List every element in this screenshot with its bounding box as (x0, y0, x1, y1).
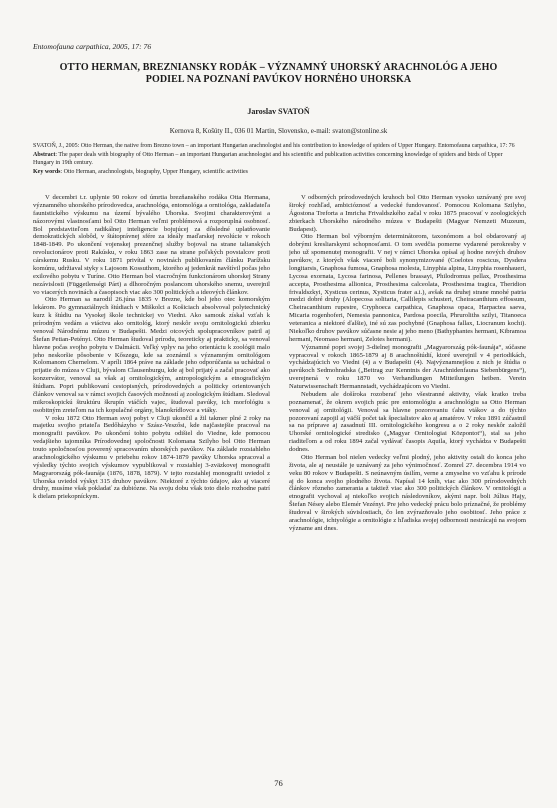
page-number: 76 (274, 778, 283, 788)
paragraph: V decembri t.r. uplynie 90 rokov od úmrtia brezňanského rodáka Otta Hermana, významného uhorského prírodovedca, arachnológa, entomológa a ornitológa, zakladateľa faunistického výskumu na území bývalého Uhorska. Svojimi charakterovými a názorovými vlastnosťami bol Otto Herman veľmi problémová a rozporuplná osobnosť. Bol predstaviteľom radikálnej inteligencie bojujúcej za dôsledné uplatňovanie demokratických slobôd, v štátoprávnej sfére za ideály maďarskej revolúcie v rokoch 1848-1849. Po ukončení vojenskej prezenčnej služby bojoval na strane talianských revolucionárov proti Rakúsku, v roku 1863 zase na strane poľských povstalcov proti cárskemu Rusku. V roku 1871 privítal v novinách publikovaním článku Parížsku komúnu, udržiaval styky s Lajosom Kossuthom, ktorého aj jedenkrát navštívil počas jeho exilového pobytu v Turíne. Otto Herman bol viacročným funkcionárom uhorskej Strany nezávislosti (Függetlenségi Párt) a dlhoročným poslancom uhorského snemu, uverejnil vo viacerých novinách a časopisoch viac ako 300 politických a ideových článkov. (33, 194, 270, 296)
paragraph: Otto Herman sa narodil 26.júna 1835 v Brezne, kde bol jeho otec komorským lekárom. Po gymnaziálnych štúdiach v Miškolci a Košiciach absolvoval polytechnický kurz k štúdiu na Vysokej škole technickej vo Viedni. Ako samouk získal vzťah k prírodným vedám a vtáctvu ako ornitológ, ktorý neskôr svoju ornitologickú zbierku venoval Národnému múzeu v Budapešti. Medzi otcových spolupracovníkov patril aj Štefan Petian-Petényi. Otto Herman študoval prírodu, teoreticky aj prakticky, sa venoval hlavne počas svojho pobytu v Dalmácii. Veľký vplyv na jeho orientáciu k zoológii malo jeho neskoršie pôsobenie v Kőszegu, kde sa zoznámil s významným ornitológom Kolomanom Chernelom. V apríli 1864 práve na základe jeho odporúčania sa uchádzal o prijatie do múzea v Cluji, bývalom Clausenburgu, kde aj bol prijatý a začal pracovať ako konzervátor, venoval sa však aj ornitologickým, antropologickým a etnografickým štúdiam. Popri publikovaní cestopisných, prírodovedných a politicky orientovaných článkov venoval sa v rámci svojich časových možností aj zoologickým štúdiam. Sledoval mikroskopickú štruktúru škrupín vtáčích vajec, študoval pavúky, ich morfológiu s osobitným zreteľom na ich kopulačné orgány, blanokrídlovce a vtáky. (33, 296, 270, 414)
paragraph: V roku 1872 Otto Herman svoj pobyt v Cluji ukončil a žil takmer plné 2 roky na majetku svojho priateľa Bedőházyho v Szász-Veszősi, kde najčastejšie pracoval na monografii pavúkov. Po ukončení tohto pobytu odišiel do Viedne, kde pomocou vedajšieho tajomníka Prírodovednej spoločnosti Kolomana Szilyho bol Otto Herman touto spoločnosťou poverený spracovaním uhorských pavúkov. Na základe rozsiahleho arachnologického výskumu v priebehu rokov 1874-1879 pavúky Uhorska spracoval a výsledky týchto svojich výskumov vypublikoval v rozsiahlej 3-zväzkovej monografii Magyarország pók-faunája (1876, 1878, 1879). V tejto rozsiahlej monografii uviedol z Uhorska uviedol výskyt 315 druhov pavúkov. Niektoré z týchto údajov, ako aj viaceré druhy, musíme však pokladať za dubiózne. Na svoju dobu však toto dielo rozhodne patrí k dielam priekopníckym. (33, 414, 270, 501)
title-line-1: OTTO HERMAN, BREZNIANSKY RODÁK – VÝZNAMNÝ UHORSKÝ ARACHNOLÓG A JEHO (59, 62, 498, 73)
right-column (289, 194, 526, 742)
article-title (32, 62, 525, 86)
citation: SVATOŇ, J., 2005: Otto Herman, the native from Brezno town – an important Hungarian arachnologist and his contribution to knowledge of spiders of Upper Hungary. Entomofauna carpathica, 17: 76 (33, 143, 515, 149)
body-columns (33, 194, 525, 742)
keywords-text: : Otto Herman, arachnologists, biography, Upper Hungary, scientific activities (60, 168, 249, 175)
abstract-label: Abstract (33, 152, 56, 159)
paragraph: Otto Herman bol nielen vedecky veľmi plodný, jeho aktivity ostali do konca jeho života, ale aj neustále je uznávaný za jeho výnimočnosť. Zomrel 27. decembra 1914 vo veku 80 rokov v Budapešti. S neúnavným úsilím, verne a zmyselne vo vzťahu k prírode aj do konca svojho plodného života. Napísal 14 kníh, viac ako 300 prírodovedných článkov rôzneho zamerania a taktiež viac ako 300 politických článkov. V ornitológii a etnografii vychoval aj niekoľko svojich následovníkov, akými napr. boli Július Hajy, Štefan Nésey alebo Elemér Vezényi. Pre jeho vedecký prácu bolo príznačné, že problémy študoval v širokých súvislostiach, čo len zvýrazňovalo jeho osobitosť. Jeho práce z arachnológie, ichtyológie a ornitológie z hľadiska svojej odbornosti nestrácajú na svojom význame ani dnes. (289, 453, 526, 532)
author-name: Jaroslav SVATOŇ (247, 107, 310, 116)
paragraph: Otto Herman bol výborným determinátorom, taxonómom a bol obdarovaný aj dobrými kresliarskymi schopnosťami. O tom svedčia pomerne vydarené perokresby v jeho už spomenutej monografii. V nej v rámci Uhorska opísal aj hodne nových druhov pavúkov, z ktorých však viaceré boli synonymizované (Coelotes roscicus, Dysdera longitarsis, Gnaphosa fumosa, Gnaphosa molesta, Linyphia alpina, Linyphia rosenhaueri, Lycosa exornata, Lycosa farinosa, Pellenes brassayi, Philodromus pellax, Prosthesima accepta, Prosthesima allionica, Prosthesima calceolata, Prosthesima tragica, Theridion frivaldszkyi, Xysticus cerinus, Xysticus frater a.i.), avšak na druhej strane mnohé patria medzi dobré druhy (Alopecosa solitaria, Callilepis schusteri, Cheiracanthium effossum, Cheiracanthium rupestre, Cryphoeca carpathica, Gnaphosa opaca, Harpactea saeva, Micaria rogenhoferi, Nemesia pannonica, Pardosa poecila, Phruroliths szilyi, Titanoeca veteranica a niektoré ďalšie), iné sú zas pochybné (Gnaphosa fallax, Liocranum kochi). Niekoľko druhov pavúkov súčasne nesie aj jeho meno (Bathyphantes hermani, Kibramoa hermani, Neomaso hermani, Zelotes hermani). (289, 233, 526, 343)
paragraph: Významné popri svojej 3-dielnej monografii „Magyarország pók-faunája“, súčasne vypracoval v rokoch 1865-1879 aj 8 arachnoštúdií, ktoré uverejnil v 4 periodikách, vychádzajúcich vo Viedni (4) a v Budapešti (4). Najvýznamnejšou z nich je štúdia o pavúkoch Sedmohradska („Beitrag zur Kenntnis der Arachnidenfauna Siebenbürgens“), uverejnená v roku 1870 vo Verhandlungen Mitteilungen heiben. Verein Naturwissenschaft Hermannstadt, vychádzajúcom vo Viedni. (289, 343, 526, 390)
keywords (33, 169, 525, 176)
author-affiliation: Kernova 8, Košúty II., 036 01 Martin, Slovensko, e-mail: svaton@stonline.sk (169, 127, 388, 135)
left-column (33, 194, 270, 742)
paragraph: Nebudem ale došíroka rozoberať jeho všestranné aktivity, však kratko treba poznamenať, že okrem svojich prác pre entomológiu a arachnológiu sa Otto Herman venoval aj ornitológii. Venoval sa hlavne pozorovaniu ťahu vtákov a do týchto pozorovaní zapojil aj väčší počet tak špecialistov ako aj amatérov. V roku 1891 zúčastnil sa na príprave aj zasadnutí III. ornitologického kongresu a o 2 roky neskôr založil Uhorské ornitologické stredisko („Magyar Ornitologiai Központot“), stal sa jeho riaditeľom a od roku 1894 začal vydávať časopis Aquila, ktorý vychádza v Budapešti dodnes. (289, 390, 526, 453)
abstract-block (33, 143, 525, 178)
abstract (33, 152, 525, 167)
title-line-2: PODIEL NA POZNANÍ PAVÚKOV HORNÉHO UHORSKA (145, 74, 412, 85)
journal-header: Entomofauna carpathica, 2005, 17: 76 (33, 42, 152, 51)
paragraph: V odborných prírodovedných kruhoch bol Otto Herman vysoko uznávaný pre svoj široký rozhľad, ambicióznosť a vedecké fundovanosť. Pomocou Kolomana Szilyho, Ágostona Treforta a Imricha Frivaldszkého začal v roku 1875 pracovať v zoologických zbierkach Uhorského národného múzea v Budapešti (Magyar Nemzeti Muzeum, Budapest). (289, 194, 526, 233)
keywords-label: Key words (33, 168, 61, 175)
abstract-text: : The paper deals with biography of Otto Herman – an important Hungarian arachnologist and his scientific and publication activities concerning knowledge of spiders and birds of Upper Hungary in 19th century. (33, 152, 503, 166)
